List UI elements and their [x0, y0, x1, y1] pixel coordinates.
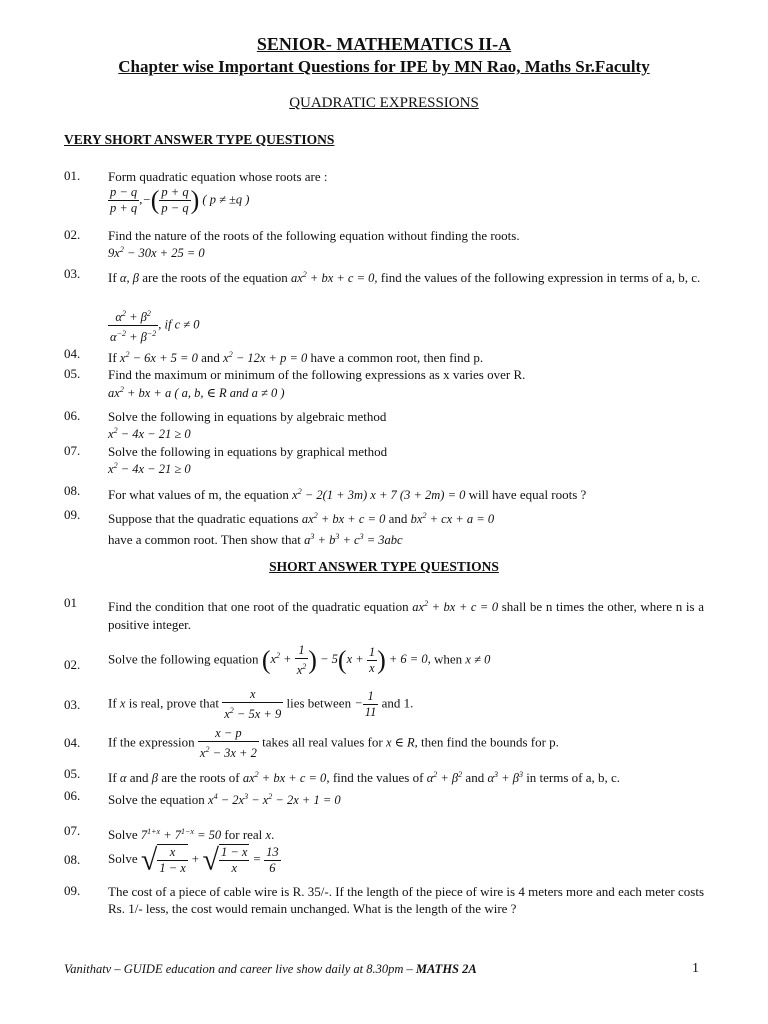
question-text: Find the condition that one root of the quadratic equation $ax^2$ + bx + c = 0 shall be n times the other, where n is a positive integer. [108, 599, 705, 633]
question-text: If α and β are the roots of $ax^2$ + bx + c = 0, find the values of $\alpha^2 + \beta^2$ and $\alpha^3 + \beta^3$ in terms of a, b, c. [108, 770, 621, 786]
question-text: For what values of m, the equation $x^2 - 2(1 + 3m) x + 7$ (3 + 2m) = 0 will have equal roots ? [108, 487, 587, 503]
question-number: 01 [64, 595, 77, 610]
question-math: $ax^2$ + bx + a ( a, b, ∈ R and a ≠ 0 ) [108, 385, 285, 401]
question-number: 06. [64, 408, 81, 423]
question-text: If the expression $\frac{x - p}{x^2 - 3x + 2}$ takes all real values for x ∈ R, then find the bounds for p. [108, 726, 559, 761]
question-number: 04. [64, 735, 81, 750]
question-number: 02. [64, 657, 81, 672]
chapter-heading: QUADRATIC EXPRESSIONS [289, 95, 479, 111]
question-text: If $x^2 - 6x + 5 = 0$ and $x^2 - 12x + p = 0$ have a common root, then find p. [108, 350, 484, 366]
footer-subject: MATHS 2A [415, 962, 477, 976]
question-text: Find the maximum or minimum of the following expressions as x varies over R. [108, 367, 526, 382]
question-number: 09. [64, 507, 81, 522]
page-title: SENIOR- MATHEMATICS II-A [256, 34, 512, 54]
question-number: 03. [64, 266, 81, 281]
question-number: 08. [64, 483, 81, 498]
question-text: The cost of a piece of cable wire is R. 35/-. If the length of the piece of wire is 4 meters more and each meter costs Rs. 1/- less, the cost would remain unchanged. What is the length of the wire ? [108, 884, 704, 916]
question-number: 03. [64, 697, 81, 712]
section-heading-vsa: VERY SHORT ANSWER TYPE QUESTIONS [64, 132, 335, 147]
question-number: 08. [64, 852, 81, 867]
question-text: If α, β are the roots of the equation $ax^2$ + bx + c = 0, find the values of the following expression in terms of a, b, c. [108, 270, 701, 286]
question-number: 04. [64, 346, 81, 361]
question-text: Solve the following in equations by algebraic method [108, 409, 387, 424]
question-text: If x is real, prove that $\frac{x}{x^2 - 5x + 9}$ lies between − $\frac{1}{11}$ and 1. [108, 687, 414, 722]
page-number: 1 [692, 961, 699, 976]
question-text: Solve the following equation ($x^2$ + $\frac{1}{x^2}$ ) − 5(x + $\frac{1}{x}$ ) + 6 = 0, when x ≠ 0 [108, 643, 491, 678]
question-text: Form quadratic equation whose roots are : [108, 169, 328, 184]
question-text: Suppose that the quadratic equations $ax^2$ + bx + c = 0 and $bx^2$ + cx + a = 0 have a common root. Then show that $a^3 + b^3 + c^3 = 3abc$ [108, 511, 495, 548]
question-number: 09. [64, 883, 81, 898]
footer-text: Vanithatv – GUIDE education and career live show daily at 8.30pm – [64, 962, 413, 976]
question-math: $x^2 - 4x - 21 \ge 0$ [108, 426, 191, 442]
question-text: Solve $7^{1+x} + 7^{1-x} = 50$ for real x. [108, 827, 275, 843]
page-subtitle: Chapter wise Important Questions for IPE by MN Rao, Maths Sr.Faculty [118, 57, 650, 76]
page-footer [64, 962, 477, 977]
question-number: 01. [64, 168, 81, 183]
question-number: 07. [64, 823, 81, 838]
section-heading-sa: SHORT ANSWER TYPE QUESTIONS [269, 559, 499, 574]
question-number: 05. [64, 366, 81, 381]
question-text: Solve √ $\frac{x}{1 - x}$ + √ $\frac{1 - x}{x}$ = $\frac{13}{6}$ [108, 843, 279, 877]
question-number: 07. [64, 443, 81, 458]
question-number: 02. [64, 227, 81, 242]
question-math: $\frac{p - q}{p + q}$ ,−( $\frac{p + q}{p - q}$ ) ( p ≠ ±q ) [110, 185, 250, 215]
question-math: $\frac{\alpha^2 + \beta^2}{\alpha^{-2} + \beta^{-2}}$ , if c ≠ 0 [108, 306, 200, 345]
question-math: $x^2 - 4x - 21 \ge 0$ [108, 461, 191, 477]
question-text: Find the nature of the roots of the following equation without finding the roots. [108, 228, 520, 243]
question-math: $9x^2 - 30x + 25 = 0$ [108, 245, 205, 261]
question-text: Solve the equation $x^4 - 2x^3 - x^2 - 2x + 1 = 0$ [108, 792, 341, 808]
question-text: Solve the following in equations by graphical method [108, 444, 388, 459]
question-number: 05. [64, 766, 81, 781]
question-number: 06. [64, 788, 81, 803]
